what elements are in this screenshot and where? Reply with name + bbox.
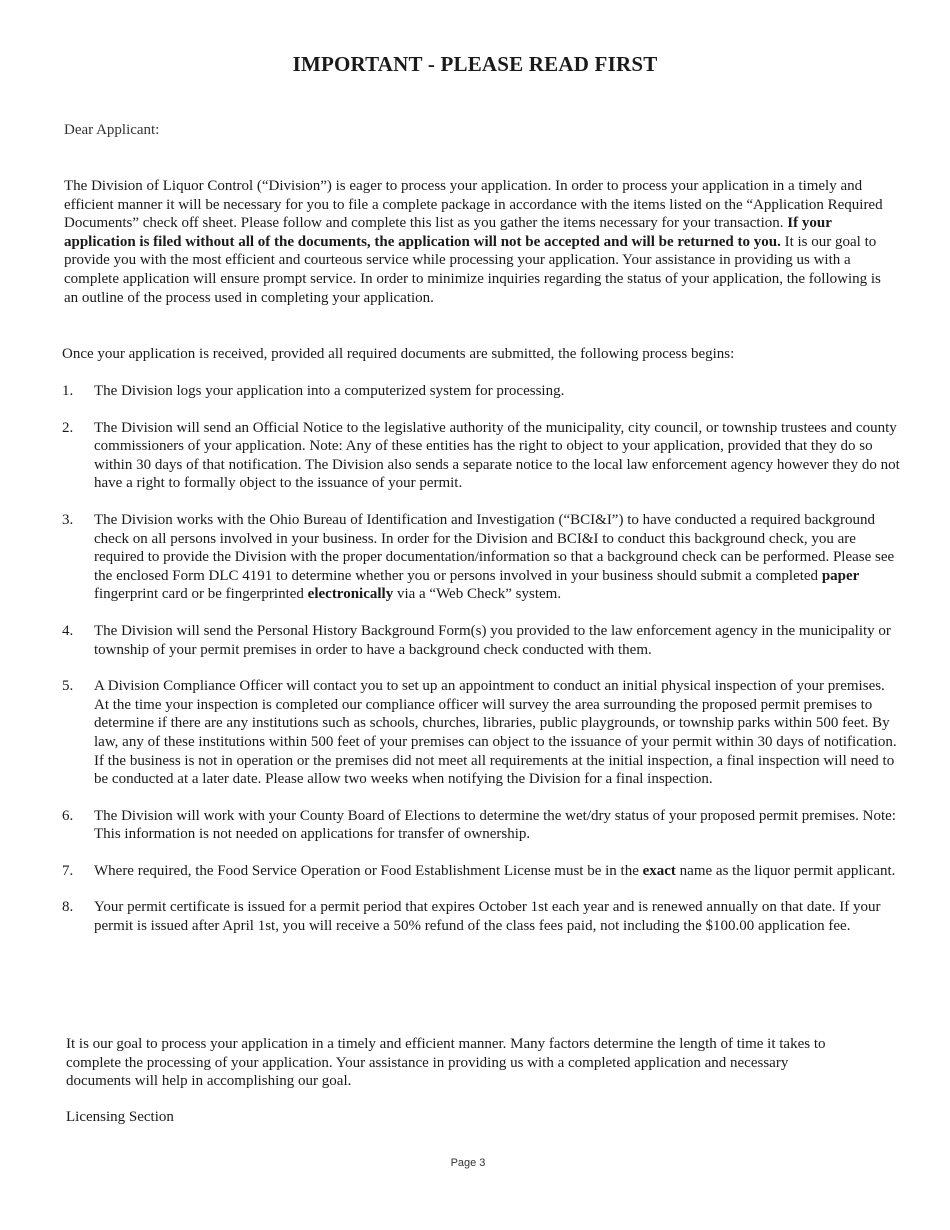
salutation: Dear Applicant:: [64, 122, 160, 138]
step-text: The Division will work with your County Board of Elections to determine the wet/dry status of your proposed permit premises. Note: This information is not needed on applications for transfer of ownership.: [94, 807, 896, 843]
process-step-2: [62, 419, 902, 493]
step-number: 7.: [62, 862, 74, 879]
process-step-4: [62, 622, 902, 659]
process-steps-list: [62, 382, 902, 954]
step-text-a: The Division works with the Ohio Bureau of Identification and Investigation (“BCI&I”) to have conducted a required background check on all persons involved in your business. In order for the Division and BCI&I to conduct this background check, you are required to provide the Division with the proper documentation/information so that a background check can be performed. Please see the enclosed Form DLC 4191 to determine whether you or persons involved in your business should submit a completed: [94, 511, 895, 584]
signoff: Licensing Section: [66, 1109, 174, 1125]
step-text: The Division will send an Official Notice to the legislative authority of the municipality, city council, or township trustees and county commissioners of your application. Note: Any of these entities has the right to object to your application, provided that they do so within 30 days of that notification. The Division also sends a separate notice to the local law enforcement agency however they do not have a right to formally object to the issuance of your permit.: [94, 419, 900, 492]
intro-paragraph: [64, 177, 892, 307]
step-number: 3.: [62, 511, 74, 528]
step-bold-electronically: electronically: [307, 586, 394, 603]
step-number: 6.: [62, 807, 74, 824]
process-step-8: [62, 898, 902, 935]
step-text-b: name as the liquor permit applicant.: [675, 862, 896, 879]
step-text-c: via a “Web Check” system.: [393, 586, 562, 603]
intro-text-a: The Division of Liquor Control (“Division”) is eager to process your application. In order to process your application in a timely and efficient manner it will be necessary for you to file a complete package in accordance with the items listed on the “Application Required Documents” check off sheet. Please follow and complete this list as you gather the items necessary for your transaction.: [64, 178, 883, 232]
step-number: 2.: [62, 419, 74, 436]
step-text: A Division Compliance Officer will contact you to set up an appointment to conduct an initial physical inspection of your premises. At the time your inspection is completed our compliance officer will survey the area surrounding the proposed permit premises to determine if there are any institutions such as schools, churches, libraries, public playgrounds, or township parks within 500 feet. By law, any of these institutions within 500 feet of your premises can object to the issuance of your permit within 30 days of notification. If the business is not in operation or the premises did not meet all requirements at the initial inspection, a final inspection will need to be conducted at a later date. Please allow two weeks when notifying the Division for a final inspection.: [94, 678, 897, 788]
step-bold-exact: exact: [642, 862, 676, 879]
process-lead: Once your application is received, provided all required documents are submitted, the following process begins:: [62, 346, 735, 362]
step-number: 5.: [62, 678, 74, 695]
step-text: The Division will send the Personal History Background Form(s) you provided to the law enforcement agency in the municipality or township of your permit premises in order to have a background check conducted with them.: [94, 622, 891, 658]
step-bold-paper: paper: [821, 567, 860, 584]
closing-paragraph: It is our goal to process your application in a timely and efficient manner. Many factors determine the length of time it takes to complete the processing of your application. Your assistance in providing us with a completed application and necessary documents will help in accomplishing our goal.: [66, 1036, 826, 1090]
step-number: 8.: [62, 899, 74, 916]
process-step-1: [62, 382, 902, 401]
step-text-a: Where required, the Food Service Operation or Food Establishment License must be in the: [94, 862, 643, 879]
page-title: IMPORTANT - PLEASE READ FIRST: [292, 52, 658, 76]
step-number: 4.: [62, 622, 74, 639]
page-number: Page 3: [450, 1157, 486, 1169]
intro-bold-warning: If your application is filed without all of the documents, the application will not be accepted and will be returned to you.: [64, 215, 832, 250]
process-step-3: [62, 511, 902, 604]
process-step-5: [62, 677, 902, 789]
step-number: 1.: [62, 383, 74, 399]
step-text: Your permit certificate is issued for a permit period that expires October 1st each year and is renewed annually on that date. If your permit is issued after April 1st, you will receive a 50% refund of the class fees paid, not including the $100.00 application fee.: [94, 899, 881, 935]
process-step-6: [62, 807, 902, 844]
step-text: The Division logs your application into a computerized system for processing.: [94, 383, 565, 399]
process-step-7: [62, 862, 902, 881]
intro-text-b: It is our goal to provide you with the most efficient and courteous service while processing your application. Your assistance in providing us with a complete application will ensure prompt service. In order to minimize inquiries regarding the status of your application, the following is an outline of the process used in completing your application.: [64, 233, 881, 306]
step-text-b: fingerprint card or be fingerprinted: [94, 586, 308, 603]
